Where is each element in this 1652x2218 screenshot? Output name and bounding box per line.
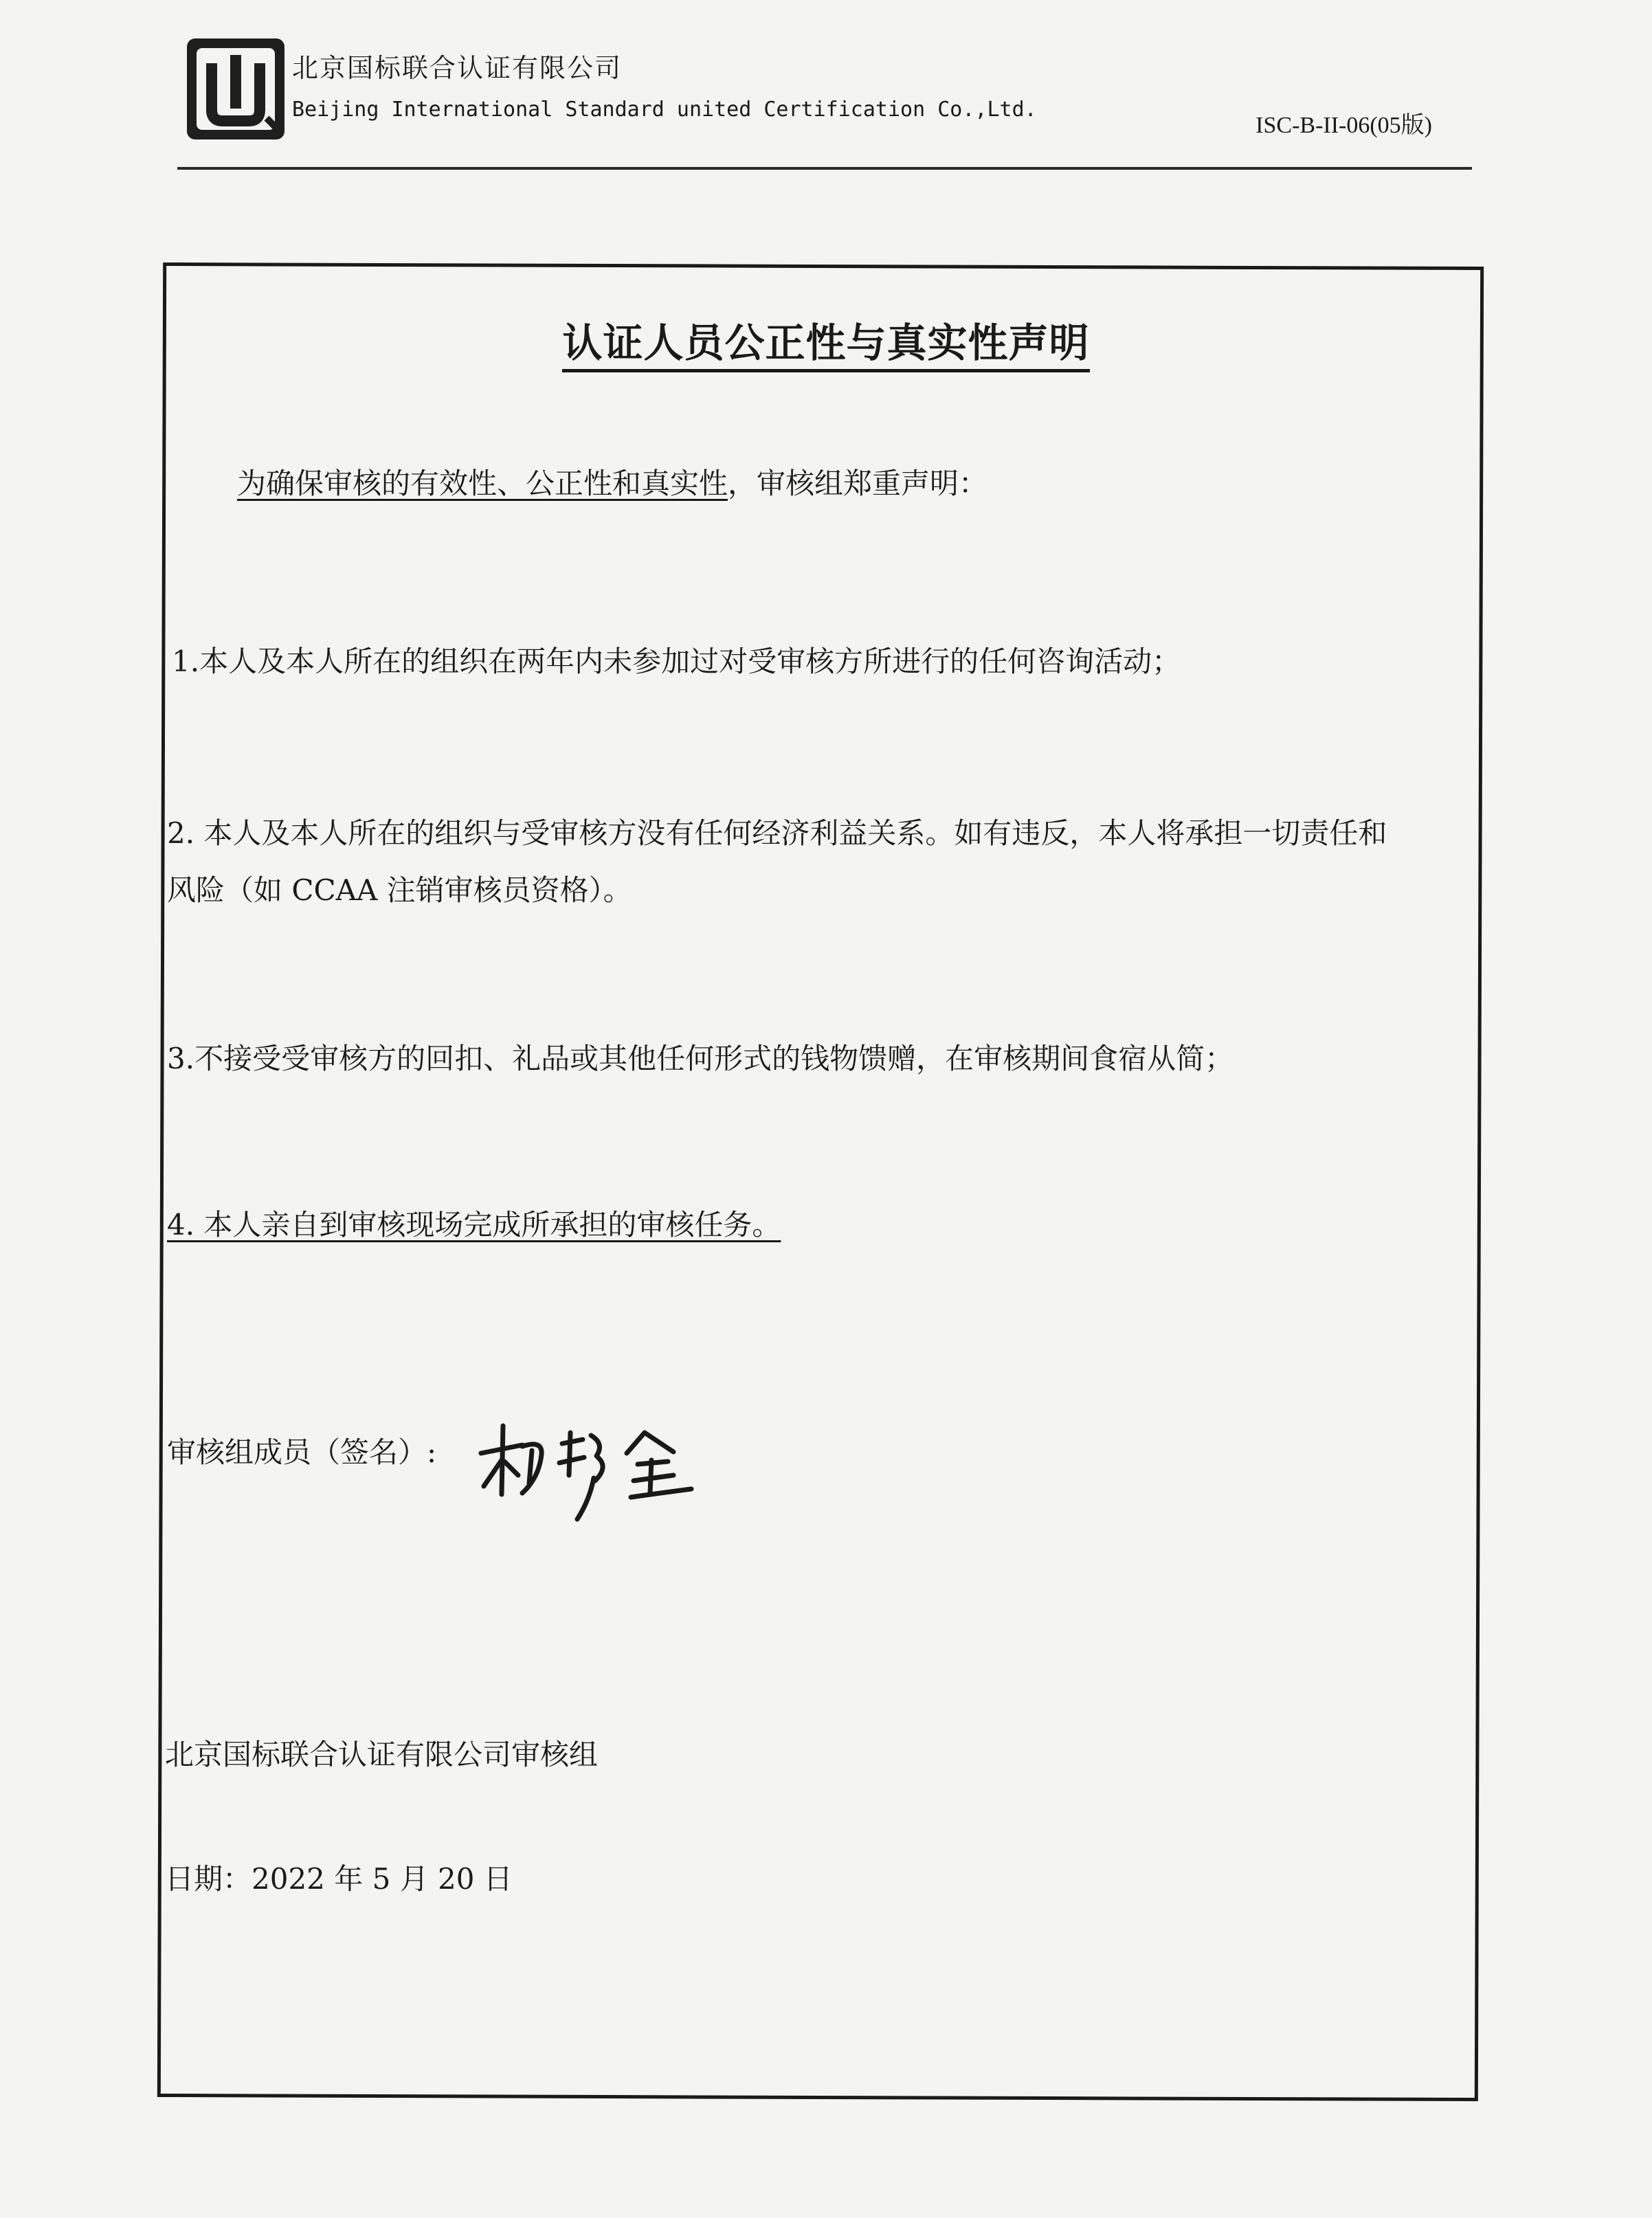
statement-item-3: 3.不接受受审核方的回扣、礼品或其他任何形式的钱物馈赠，在审核期间食宿从简；: [167, 1042, 1234, 1075]
statement-item-1: 1.本人及本人所在的组织在两年内未参加过对受审核方所进行的任何咨询活动；: [172, 645, 1181, 678]
intro-rest-text: ，审核组郑重声明：: [728, 467, 988, 500]
document-title-text: 认证人员公正性与真实性声明: [562, 320, 1089, 372]
header-divider: [177, 167, 1472, 170]
statement-item-4: 4. 本人亲自到审核现场完成所承担的审核任务。: [167, 1208, 781, 1242]
statement-item-2: 2. 本人及本人所在的组织与受审核方没有任何经济利益关系。如有违反，本人将承担一切责任和: [167, 816, 1387, 850]
statement-item-2-continued: 风险（如 CCAA 注销审核员资格）。: [167, 873, 632, 907]
isc-logo-icon: [184, 36, 287, 142]
statement-date: 日期：2022 年 5 月 20 日: [165, 1862, 513, 1896]
form-code: ISC-B-II-06(05版): [1255, 113, 1432, 138]
auditing-team-organization: 北京国标联合认证有限公司审核组: [165, 1738, 599, 1771]
signature-label: 审核组成员（签名）:: [167, 1435, 437, 1469]
company-name-en: Beijing International Standard united Certification Co.,Ltd.: [292, 98, 1037, 122]
handwritten-signature: [474, 1412, 708, 1536]
intro-underlined-text: 为确保审核的有效性、公正性和真实性: [237, 467, 728, 500]
company-name-cn: 北京国标联合认证有限公司: [292, 53, 623, 83]
document-title: [0, 311, 1652, 368]
intro-paragraph: [237, 469, 987, 498]
statement-frame: [157, 262, 1484, 2101]
